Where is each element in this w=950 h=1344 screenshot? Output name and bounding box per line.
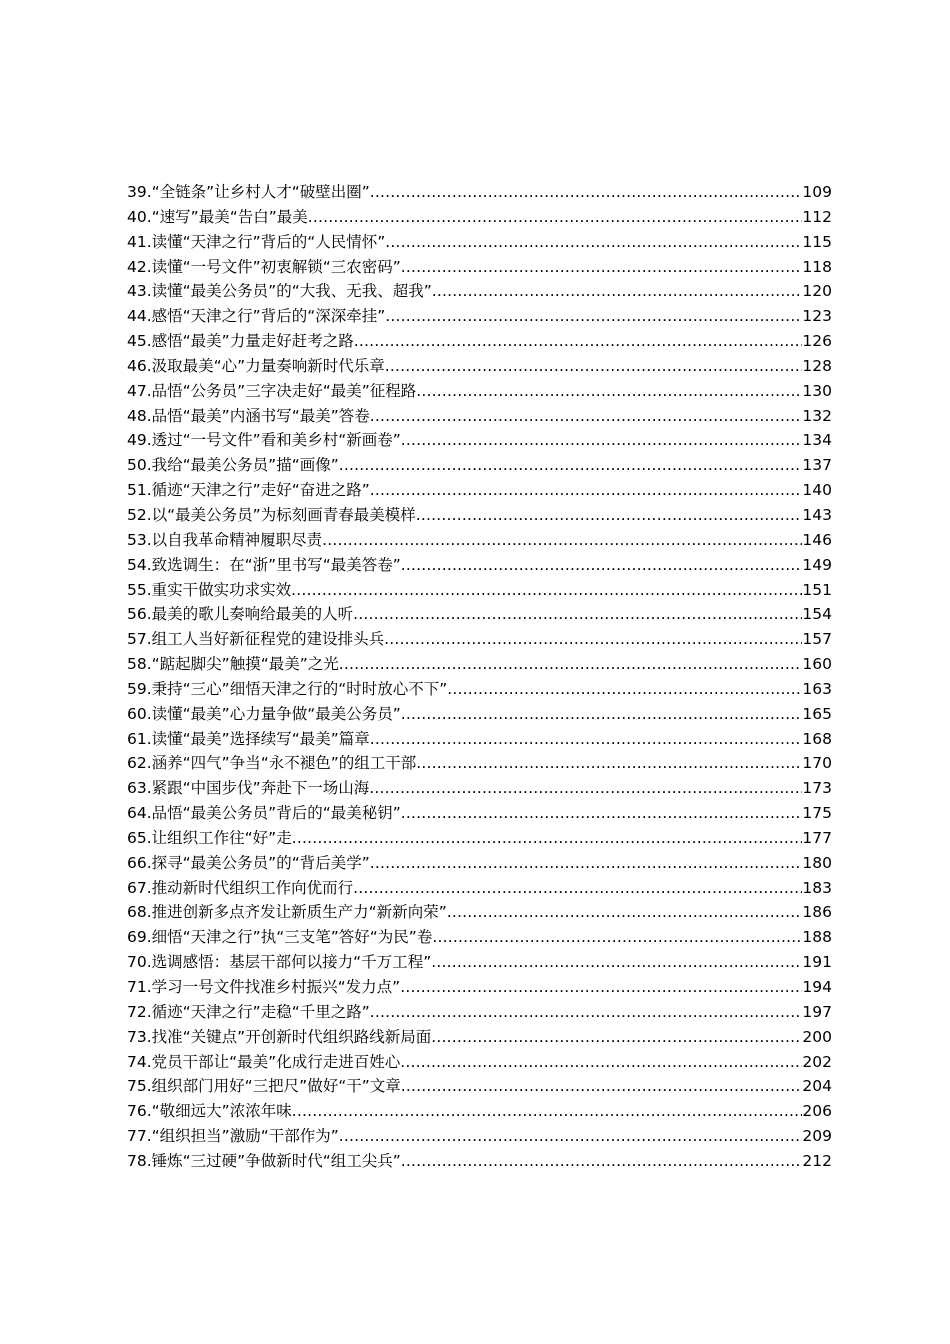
toc-entry-page-number: 151 bbox=[802, 580, 832, 599]
toc-entry-title: “组织担当”激励“干部作为” bbox=[151, 1127, 339, 1146]
toc-entry-page-number: 168 bbox=[802, 729, 832, 748]
toc-dot-leader bbox=[353, 876, 802, 901]
toc-entry[interactable] bbox=[127, 553, 832, 578]
toc-entry[interactable] bbox=[127, 652, 832, 677]
toc-entry-number: 45. bbox=[127, 332, 152, 351]
toc-entry-title: 锤炼“三过硬”争做新时代“组工尖兵” bbox=[151, 1151, 401, 1170]
toc-dot-leader bbox=[370, 180, 803, 205]
toc-entry[interactable] bbox=[127, 826, 832, 851]
toc-dot-leader bbox=[401, 1149, 803, 1174]
toc-entry-title: 我给“最美公务员”描“画像” bbox=[151, 456, 339, 475]
toc-dot-leader bbox=[401, 553, 803, 578]
toc-entry-page-number: 160 bbox=[802, 655, 832, 674]
toc-entry[interactable] bbox=[127, 900, 832, 925]
toc-entry-number: 71. bbox=[127, 978, 152, 996]
toc-entry-title: 选调感悟：基层干部何以接力“千万工程” bbox=[151, 953, 432, 972]
toc-entry[interactable] bbox=[127, 180, 832, 205]
toc-entry-title: 党员干部让“最美”化成行走进百姓心 bbox=[151, 1052, 401, 1071]
toc-dot-leader bbox=[401, 1074, 803, 1099]
toc-entry[interactable] bbox=[127, 851, 832, 876]
toc-entry-number: 64. bbox=[127, 804, 152, 823]
toc-entry-page-number: 126 bbox=[802, 332, 832, 351]
toc-dot-leader bbox=[369, 776, 802, 801]
toc-dot-leader bbox=[339, 652, 803, 677]
toc-entry-title: 感悟“天津之行”背后的“深深牵挂” bbox=[151, 307, 386, 326]
toc-entry-number: 67. bbox=[127, 878, 152, 897]
toc-entry-number: 42. bbox=[127, 257, 152, 276]
toc-entry[interactable] bbox=[127, 428, 832, 453]
toc-entry-page-number: 209 bbox=[802, 1127, 832, 1146]
toc-entry-page-number: 212 bbox=[802, 1151, 832, 1170]
table-of-contents bbox=[127, 180, 832, 1174]
toc-dot-leader bbox=[308, 205, 803, 230]
toc-entry[interactable] bbox=[127, 702, 832, 727]
toc-entry-number: 51. bbox=[127, 481, 152, 500]
toc-dot-leader bbox=[431, 950, 802, 975]
toc-entry-title: 秉持“三心”细悟天津之行的“时时放心不下” bbox=[151, 679, 448, 698]
toc-entry-page-number: 200 bbox=[802, 1027, 832, 1046]
toc-dot-leader bbox=[370, 1000, 803, 1025]
toc-entry-number: 72. bbox=[127, 1002, 152, 1021]
toc-entry-number: 59. bbox=[127, 679, 152, 698]
toc-entry-title: 最美的歌儿奏响给最美的人听 bbox=[151, 605, 354, 624]
toc-entry-number: 61. bbox=[127, 729, 152, 748]
toc-dot-leader bbox=[384, 627, 802, 652]
toc-entry[interactable] bbox=[127, 950, 832, 975]
toc-dot-leader bbox=[385, 304, 802, 329]
toc-dot-leader bbox=[416, 751, 802, 776]
toc-entry-page-number: 170 bbox=[802, 754, 832, 773]
toc-entry[interactable] bbox=[127, 751, 832, 776]
toc-entry-page-number: 120 bbox=[802, 282, 832, 301]
toc-entry-page-number: 132 bbox=[802, 406, 832, 425]
toc-entry-number: 63. bbox=[127, 779, 152, 798]
toc-entry-number: 47. bbox=[127, 381, 152, 400]
toc-entry-page-number: 109 bbox=[802, 183, 832, 201]
toc-entry[interactable] bbox=[127, 925, 832, 950]
toc-dot-leader bbox=[431, 1025, 802, 1050]
toc-entry-title: 细悟“天津之行”执“三支笔”答好“为民”卷 bbox=[151, 928, 433, 947]
toc-entry-title: “全链条”让乡村人才“破壁出圈” bbox=[151, 183, 370, 201]
toc-entry[interactable] bbox=[127, 1025, 832, 1050]
toc-entry-page-number: 157 bbox=[802, 630, 832, 649]
toc-entry-page-number: 202 bbox=[802, 1052, 832, 1071]
toc-entry-page-number: 115 bbox=[802, 232, 832, 251]
toc-entry-number: 68. bbox=[127, 903, 152, 922]
toc-dot-leader bbox=[354, 329, 803, 354]
toc-entry[interactable] bbox=[127, 1074, 832, 1099]
toc-entry-title: 以自我革命精神履职尽责 bbox=[151, 530, 323, 549]
toc-entry-number: 70. bbox=[127, 953, 152, 972]
toc-dot-leader bbox=[370, 478, 803, 503]
toc-dot-leader bbox=[291, 578, 802, 603]
toc-entry-page-number: 206 bbox=[802, 1102, 832, 1121]
toc-entry[interactable] bbox=[127, 329, 832, 354]
toc-entry-title: 学习一号文件找准乡村振兴“发力点” bbox=[151, 978, 401, 996]
toc-entry-number: 57. bbox=[127, 630, 152, 649]
toc-entry[interactable] bbox=[127, 1050, 832, 1075]
toc-entry[interactable] bbox=[127, 354, 832, 379]
toc-entry-number: 78. bbox=[127, 1151, 152, 1170]
toc-dot-leader bbox=[292, 1099, 803, 1124]
toc-entry[interactable] bbox=[127, 379, 832, 404]
toc-entry-page-number: 186 bbox=[802, 903, 832, 922]
toc-dot-leader bbox=[385, 354, 803, 379]
toc-entry-title: 组织部门用好“三把尺”做好“干”文章 bbox=[151, 1077, 401, 1096]
toc-entry-title: 组工人当好新征程党的建设排头兵 bbox=[151, 630, 385, 649]
toc-entry-title: 透过“一号文件”看和美乡村“新画卷” bbox=[151, 431, 401, 450]
toc-entry-page-number: 149 bbox=[802, 555, 832, 574]
toc-dot-leader bbox=[339, 1124, 803, 1149]
toc-entry-number: 53. bbox=[127, 530, 152, 549]
toc-entry-page-number: 188 bbox=[802, 928, 832, 947]
toc-entry-page-number: 130 bbox=[802, 381, 832, 400]
toc-entry-page-number: 180 bbox=[802, 853, 832, 872]
toc-entry-title: 找准“关键点”开创新时代组织路线新局面 bbox=[151, 1027, 432, 1046]
toc-entry[interactable] bbox=[127, 876, 832, 901]
toc-entry-page-number: 128 bbox=[802, 356, 832, 375]
toc-entry-title: “踮起脚尖”触摸“最美”之光 bbox=[151, 655, 339, 674]
toc-entry-number: 48. bbox=[127, 406, 152, 425]
toc-entry-title: 推动新时代组织工作向优而行 bbox=[151, 878, 354, 897]
toc-entry-title: 循迹“天津之行”走稳“千里之路” bbox=[151, 1002, 370, 1021]
toc-entry[interactable] bbox=[127, 776, 832, 801]
toc-entry-title: “速写”最美“告白”最美 bbox=[151, 207, 308, 226]
toc-entry-title: 推进创新多点齐发让新质生产力“新新向荣” bbox=[151, 903, 447, 922]
toc-dot-leader bbox=[447, 900, 803, 925]
toc-dot-leader bbox=[370, 727, 803, 752]
toc-entry-number: 50. bbox=[127, 456, 152, 475]
toc-entry-title: 读懂“一号文件”初衷解锁“三农密码” bbox=[151, 257, 401, 276]
toc-dot-leader bbox=[416, 379, 802, 404]
toc-entry-number: 55. bbox=[127, 580, 152, 599]
toc-entry-number: 58. bbox=[127, 655, 152, 674]
toc-entry-page-number: 173 bbox=[802, 779, 832, 798]
toc-entry-title: 品悟“公务员”三字决走好“最美”征程路 bbox=[151, 381, 417, 400]
toc-entry-page-number: 137 bbox=[802, 456, 832, 475]
toc-entry-page-number: 191 bbox=[802, 953, 832, 972]
toc-entry-title: 探寻“最美公务员”的“背后美学” bbox=[151, 853, 370, 872]
toc-dot-leader bbox=[447, 677, 802, 702]
toc-entry-title: 以“最美公务员”为标刻画青春最美模样 bbox=[151, 505, 416, 524]
toc-dot-leader bbox=[400, 1050, 802, 1075]
toc-entry-page-number: 112 bbox=[802, 207, 832, 226]
toc-entry-title: 读懂“天津之行”背后的“人民情怀” bbox=[151, 232, 386, 251]
toc-entry-number: 66. bbox=[127, 853, 152, 872]
toc-entry-page-number: 140 bbox=[802, 481, 832, 500]
toc-entry[interactable] bbox=[127, 801, 832, 826]
toc-entry-title: 读懂“最美”选择续写“最美”篇章 bbox=[151, 729, 370, 748]
toc-entry-title: 感悟“最美”力量走好赶考之路 bbox=[151, 332, 354, 351]
toc-entry[interactable] bbox=[127, 1099, 832, 1124]
toc-entry-title: 读懂“最美公务员”的“大我、无我、超我” bbox=[151, 282, 432, 301]
toc-entry-number: 69. bbox=[127, 928, 152, 947]
toc-entry[interactable] bbox=[127, 975, 832, 1000]
toc-entry[interactable] bbox=[127, 304, 832, 329]
toc-entry-number: 65. bbox=[127, 828, 152, 847]
toc-entry[interactable] bbox=[127, 404, 832, 429]
toc-entry[interactable] bbox=[127, 230, 832, 255]
toc-dot-leader bbox=[432, 925, 802, 950]
toc-entry-number: 46. bbox=[127, 356, 152, 375]
toc-entry-page-number: 134 bbox=[802, 431, 832, 450]
toc-entry-number: 74. bbox=[127, 1052, 152, 1071]
toc-entry[interactable] bbox=[127, 727, 832, 752]
toc-dot-leader bbox=[353, 602, 802, 627]
toc-entry-page-number: 123 bbox=[802, 307, 832, 326]
toc-dot-leader bbox=[292, 826, 803, 851]
toc-dot-leader bbox=[339, 453, 803, 478]
toc-dot-leader bbox=[416, 503, 803, 528]
toc-entry-number: 39. bbox=[127, 183, 152, 201]
toc-entry[interactable] bbox=[127, 528, 832, 553]
toc-entry-title: 致选调生：在“浙”里书写“最美答卷” bbox=[151, 555, 401, 574]
toc-entry-page-number: 177 bbox=[802, 828, 832, 847]
toc-entry-number: 52. bbox=[127, 505, 152, 524]
toc-entry-title: 让组织工作往“好”走 bbox=[151, 828, 292, 847]
toc-entry-title: 读懂“最美”心力量争做“最美公务员” bbox=[151, 704, 401, 723]
toc-entry-page-number: 163 bbox=[802, 679, 832, 698]
toc-entry-title: “敬细远大”浓浓年味 bbox=[151, 1102, 292, 1121]
toc-entry[interactable] bbox=[127, 255, 832, 280]
toc-entry[interactable] bbox=[127, 627, 832, 652]
toc-dot-leader bbox=[385, 230, 802, 255]
toc-entry[interactable] bbox=[127, 602, 832, 627]
toc-entry[interactable] bbox=[127, 205, 832, 230]
toc-entry-page-number: 118 bbox=[802, 257, 832, 276]
toc-entry[interactable] bbox=[127, 478, 832, 503]
toc-dot-leader bbox=[401, 428, 803, 453]
toc-entry[interactable] bbox=[127, 677, 832, 702]
toc-entry-number: 60. bbox=[127, 704, 152, 723]
toc-entry-title: 重实干做实功求实效 bbox=[151, 580, 292, 599]
toc-entry-number: 44. bbox=[127, 307, 152, 326]
toc-dot-leader bbox=[401, 702, 803, 727]
toc-entry-number: 54. bbox=[127, 555, 152, 574]
toc-entry[interactable] bbox=[127, 453, 832, 478]
toc-entry-number: 73. bbox=[127, 1027, 152, 1046]
toc-entry-page-number: 143 bbox=[802, 505, 832, 524]
toc-entry-number: 49. bbox=[127, 431, 152, 450]
toc-entry-page-number: 165 bbox=[802, 704, 832, 723]
toc-entry-title: 汲取最美“心”力量奏响新时代乐章 bbox=[151, 356, 385, 375]
toc-entry[interactable] bbox=[127, 1149, 832, 1174]
toc-entry-title: 品悟“最美公务员”背后的“最美秘钥” bbox=[151, 804, 401, 823]
toc-entry-number: 75. bbox=[127, 1077, 152, 1096]
toc-dot-leader bbox=[370, 404, 803, 429]
toc-entry-number: 40. bbox=[127, 207, 152, 226]
toc-entry-page-number: 175 bbox=[802, 804, 832, 823]
toc-entry-title: 品悟“最美”内涵书写“最美”答卷 bbox=[151, 406, 370, 425]
toc-entry-page-number: 197 bbox=[802, 1002, 832, 1021]
toc-entry-page-number: 183 bbox=[802, 878, 832, 897]
toc-entry[interactable] bbox=[127, 503, 832, 528]
toc-entry[interactable] bbox=[127, 578, 832, 603]
toc-entry-page-number: 194 bbox=[802, 978, 832, 996]
toc-entry-page-number: 146 bbox=[802, 530, 832, 549]
toc-entry-number: 43. bbox=[127, 282, 152, 301]
toc-dot-leader bbox=[322, 528, 802, 553]
toc-dot-leader bbox=[400, 975, 802, 1000]
toc-entry-number: 77. bbox=[127, 1127, 152, 1146]
toc-dot-leader bbox=[401, 801, 803, 826]
toc-entry-number: 56. bbox=[127, 605, 152, 624]
toc-entry-number: 62. bbox=[127, 754, 152, 773]
toc-entry-title: 紧跟“中国步伐”奔赴下一场山海 bbox=[151, 779, 370, 798]
toc-entry-page-number: 154 bbox=[802, 605, 832, 624]
toc-entry-page-number: 204 bbox=[802, 1077, 832, 1096]
toc-entry-title: 循迹“天津之行”走好“奋进之路” bbox=[151, 481, 370, 500]
toc-entry-title: 涵养“四气”争当“永不褪色”的组工干部 bbox=[151, 754, 417, 773]
toc-dot-leader bbox=[370, 851, 803, 876]
toc-entry-number: 41. bbox=[127, 232, 152, 251]
toc-entry[interactable] bbox=[127, 1000, 832, 1025]
toc-dot-leader bbox=[401, 255, 803, 280]
toc-entry[interactable] bbox=[127, 1124, 832, 1149]
toc-entry[interactable] bbox=[127, 279, 832, 304]
toc-dot-leader bbox=[432, 279, 803, 304]
toc-entry-number: 76. bbox=[127, 1102, 152, 1121]
